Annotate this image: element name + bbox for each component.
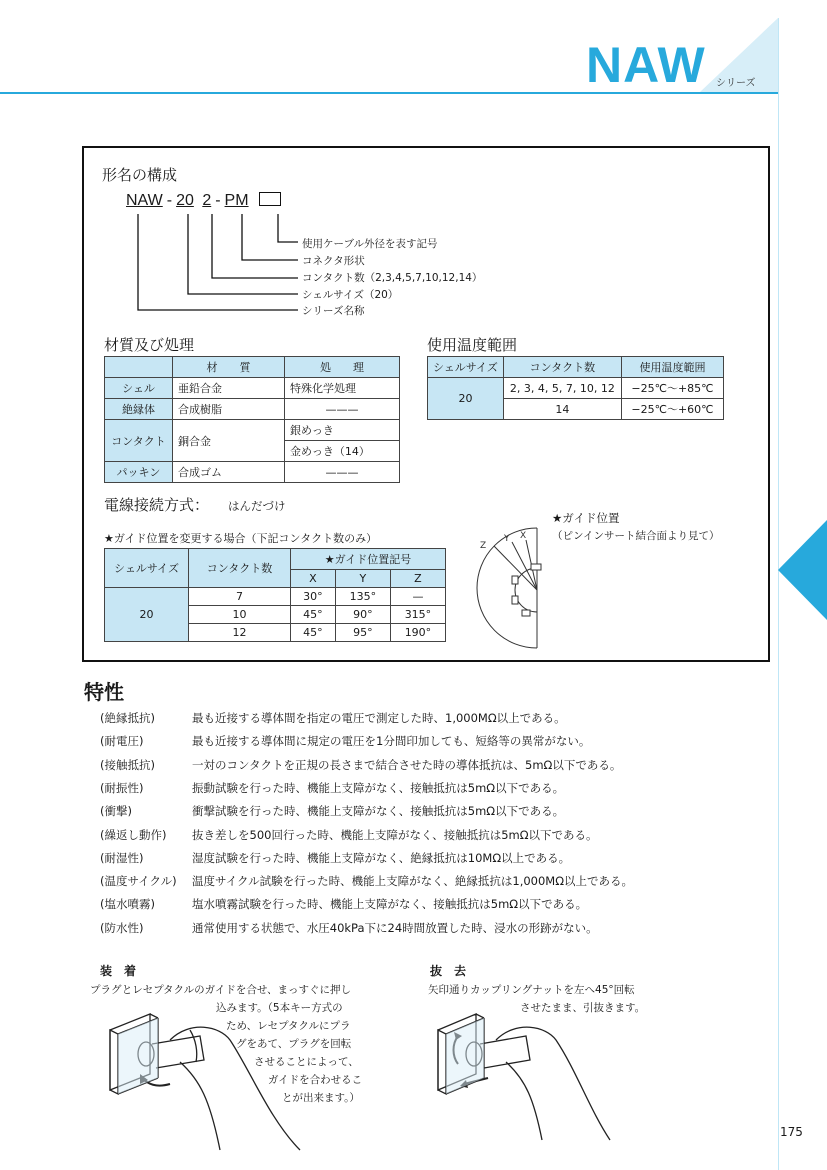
temp-header-range: 使用温度範囲 [621,357,723,378]
list-item [100,710,566,726]
diagram-label-y: Y [504,534,510,544]
guide-diagram-title: ★ガイド位置 [552,511,620,525]
mat-treatment: ——— [285,399,400,420]
mounting-line: プラグとレセプタクルのガイドを合せ、まっすぐに押し [90,984,352,996]
wiring-heading: 電線接続方式： [104,496,210,514]
guide-contacts: 7 [189,588,291,606]
mounting-illustration [100,1000,320,1160]
characteristic-label: (耐湿性) [100,850,144,865]
guide-x: 45° [291,606,336,624]
guide-contacts: 12 [189,624,291,642]
temp-header-shell: シェルサイズ [428,357,504,378]
removal-line: させたまま、引抜きます。 [520,1002,646,1014]
characteristic-label: (防水性) [100,920,144,935]
characteristic-text: 最も近接する導体間を指定の電圧で測定した時、1,000MΩ以上である。 [192,711,566,725]
code-series: NAW [126,192,163,209]
table-row [105,378,400,399]
mounting-heading: 装 着 [100,964,137,978]
wiring-value: はんだづけ [228,499,286,513]
mat-treatment: 金めっき（14） [285,441,400,462]
characteristic-label: (塩水噴霧) [100,897,155,912]
legend-contacts: コンタクト数（2,3,4,5,7,10,12,14） [302,272,483,284]
table-row [105,399,400,420]
code-shape: PM [224,192,249,209]
list-item [100,920,598,936]
mat-material: 合成ゴム [173,462,285,483]
characteristic-label: (衝撃) [100,804,132,819]
series-title: NAW [586,37,706,93]
characteristic-label: (絶縁抵抗) [100,711,155,725]
temp-range: −25℃～+60℃ [621,399,723,420]
guide-x: 45° [291,624,336,642]
guide-contacts: 10 [189,606,291,624]
guide-y: 90° [335,606,390,624]
mat-part: シェル [105,378,173,399]
characteristic-text: 塩水噴霧試験を行った時、機能上支障がなく、接触抵抗は5mΩ以下である。 [192,897,588,912]
characteristic-label: (耐振性) [100,780,144,795]
mat-treatment: ——— [285,462,400,483]
temperature-heading: 使用温度範囲 [427,336,518,354]
characteristic-text: 衝撃試験を行った時、機能上支障がなく、接触抵抗は5mΩ以下である。 [192,804,565,819]
characteristic-text: 振動試験を行った時、機能上支障がなく、接触抵抗は5mΩ以下である。 [192,780,565,795]
mat-part: パッキン [105,462,173,483]
characteristic-text: 一対のコンタクトを正規の長さまで結合させた時の導体抵抗は、5mΩ以下である。 [192,757,622,772]
guide-header-z: Z [390,570,445,588]
guide-position-diagram [466,524,586,654]
list-item [100,850,570,866]
legend-cable: 使用ケーブル外径を表す記号 [302,238,438,250]
temp-contacts: 2, 3, 4, 5, 7, 10, 12 [503,378,621,399]
legend-shell: シェルサイズ（20） [302,289,399,301]
mounting-line: させることによって、 [254,1056,359,1068]
list-item [100,896,587,912]
series-suffix: シリーズ [716,78,756,89]
characteristic-label: (繰返し動作) [100,827,167,842]
code-shell: 20 [176,192,194,209]
guide-header-shell: シェルサイズ [105,549,189,588]
mat-treatment: 特殊化学処理 [285,378,400,399]
characteristic-text: 通常使用する状態で、水圧40kPa下に24時間放置した時、浸水の形跡がない。 [192,920,598,935]
guide-shell: 20 [105,588,189,642]
guide-header-contacts: コンタクト数 [189,549,291,588]
characteristic-label: (耐電圧) [100,734,144,749]
list-item [100,827,598,843]
guide-diagram-subtitle: （ピンインサート結合面より見て） [552,530,720,542]
characteristic-label: (温度サイクル) [100,874,177,889]
table-row [105,420,400,441]
guide-y: 95° [335,624,390,642]
guide-x: 30° [291,588,336,606]
page-number: 175 [780,1125,803,1139]
list-item [100,873,633,889]
table-row [105,462,400,483]
code-cable-box [259,192,281,206]
guide-header-y: Y [335,570,390,588]
temp-range: −25℃～+85℃ [621,378,723,399]
materials-table [104,356,400,483]
temperature-table [427,356,724,420]
removal-heading: 抜 去 [430,964,467,978]
mounting-line: ガイドを合わせるこ [268,1074,363,1086]
mounting-line: 込みます。（5本キー方式の [216,1002,343,1014]
removal-line: 矢印通りカップリングナットを左へ45°回転 [428,984,635,996]
temp-header-contacts: コンタクト数 [503,357,621,378]
diagram-label-x: X [520,531,527,541]
characteristic-text: 温度サイクル試験を行った時、機能上支障がなく、絶縁抵抗は1,000MΩ以上である。 [192,874,634,889]
guide-caption: ★ガイド位置を変更する場合（下記コンタクト数のみ） [104,532,378,545]
mat-material: 合成樹脂 [173,399,285,420]
mounting-line: グをあて、プラグを回転 [236,1038,352,1050]
model-code: NAW - 20 2 - PM [126,192,281,210]
mat-part: コンタクト [105,420,173,462]
temp-contacts: 14 [503,399,621,420]
characteristic-text: 湿度試験を行った時、機能上支障がなく、絶縁抵抗は10MΩ以上である。 [192,850,571,865]
guide-header-group: ★ガイド位置記号 [291,549,446,570]
mat-header-material: 材 質 [173,357,285,378]
mounting-line: ため、レセプタクルにプラ [226,1020,351,1032]
materials-heading: 材質及び処理 [104,336,195,354]
mat-material: 銅合金 [173,420,285,462]
characteristic-label: (接触抵抗) [100,757,155,772]
characteristic-text: 抜き差しを500回行った時、機能上支障がなく、接触抵抗は5mΩ以下である。 [192,827,598,842]
removal-illustration [430,1000,630,1150]
mat-header-treatment: 処 理 [285,357,400,378]
characteristics-heading: 特性 [84,680,124,704]
guide-header-x: X [291,570,336,588]
table-row [428,378,724,399]
table-row [105,588,446,606]
model-leader-lines [120,212,300,316]
list-item [100,803,564,819]
model-heading: 形名の構成 [102,166,178,184]
side-tab-triangle [778,520,827,620]
list-item [100,733,590,749]
list-item [100,780,564,796]
legend-series: シリーズ名称 [302,305,365,317]
mat-part: 絶縁体 [105,399,173,420]
list-item [100,757,621,773]
legend-shape: コネクタ形状 [302,255,365,267]
guide-z: 315° [390,606,445,624]
mat-material: 亜鉛合金 [173,378,285,399]
diagram-label-z: Z [480,541,487,551]
guide-table [104,548,446,642]
temp-shell: 20 [428,378,504,420]
guide-y: 135° [335,588,390,606]
mat-treatment: 銀めっき [285,420,400,441]
guide-z: — [390,588,445,606]
characteristic-text: 最も近接する導体間に規定の電圧を1分間印加しても、短絡等の異常がない。 [192,734,591,749]
mat-header-part [105,357,173,378]
code-contacts: 2 [202,192,212,209]
guide-z: 190° [390,624,445,642]
mounting-line: とが出来ます。） [282,1092,360,1104]
